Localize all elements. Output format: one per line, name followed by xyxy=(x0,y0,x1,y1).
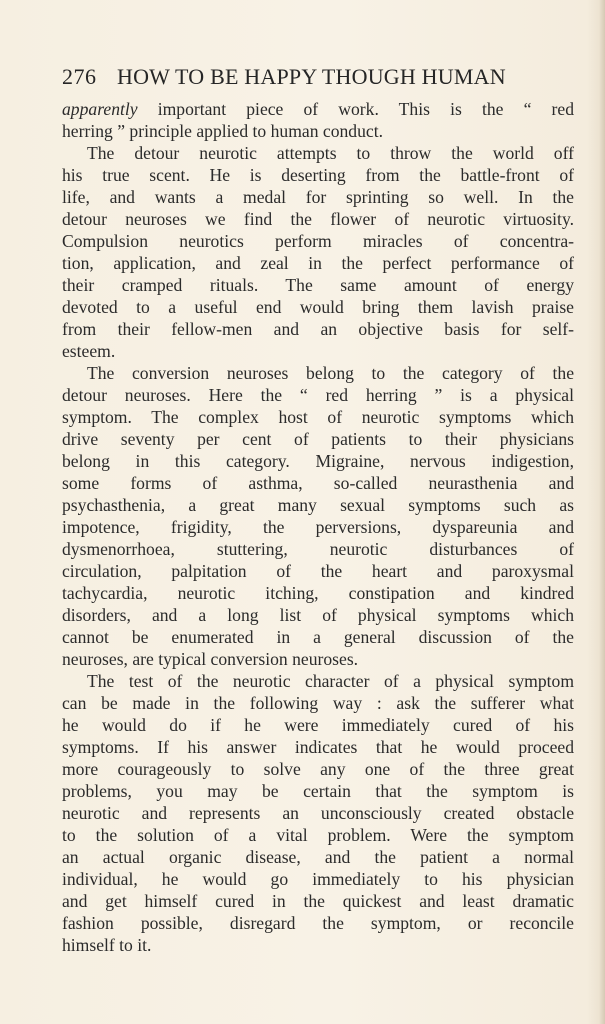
text-line: The conversion neuroses belong to the category of the xyxy=(87,363,574,383)
text-line: cannot be enumerated in a general discussion of the xyxy=(62,627,574,647)
text-line: disorders, and a long list of physical symptoms which xyxy=(62,605,574,625)
text-line: drive seventy per cent of patients to their physicians xyxy=(62,429,574,449)
paragraph xyxy=(62,98,574,142)
text-line: detour neuroses we find the flower of neurotic virtuosity. xyxy=(62,209,574,229)
text-line: herring ” principle applied to human conduct. xyxy=(62,121,383,141)
text-line: neurotic and represents an unconsciously created obstacle xyxy=(62,803,574,823)
text-line: some forms of asthma, so-called neurasthenia and xyxy=(62,473,574,493)
page-edge-shadow xyxy=(599,0,605,1024)
text-line: tion, application, and zeal in the perfect performance of xyxy=(62,253,574,273)
text-line: he would do if he were immediately cured of his xyxy=(62,715,574,735)
text-line: problems, you may be certain that the symptom is xyxy=(62,781,574,801)
text-line: individual, he would go immediately to his physician xyxy=(62,869,574,889)
line-text: important piece of work. This is the “ red xyxy=(137,99,574,119)
text-line: belong in this category. Migraine, nervous indigestion, xyxy=(62,451,574,471)
text-line: more courageously to solve any one of the three great xyxy=(62,759,574,779)
text-line: from their fellow-men and an objective basis for self- xyxy=(62,319,574,339)
text-line: The test of the neurotic character of a physical symptom xyxy=(87,671,574,691)
text-line: himself to it. xyxy=(62,935,152,955)
italic-word: apparently xyxy=(62,99,138,119)
text-line: and get himself cured in the quickest and least dramatic xyxy=(62,891,574,911)
text-line: devoted to a useful end would bring them lavish praise xyxy=(62,297,574,317)
body-text xyxy=(62,98,574,956)
text-line: neuroses, are typical conversion neuroses. xyxy=(62,649,359,669)
paragraph xyxy=(62,670,574,956)
text-line: his true scent. He is deserting from the battle-front of xyxy=(62,165,574,185)
text-line: dysmenorrhoea, stuttering, neurotic disturbances of xyxy=(62,539,574,559)
text-line: psychasthenia, a great many sexual symptoms such as xyxy=(62,495,574,515)
text-line xyxy=(62,98,574,120)
running-head: HOW TO BE HAPPY THOUGH HUMAN xyxy=(117,64,506,89)
text-line: symptoms. If his answer indicates that he would proceed xyxy=(62,737,574,757)
paragraph xyxy=(62,362,574,670)
text-line: detour neuroses. Here the “ red herring ” is a physical xyxy=(62,385,574,405)
page-number: 276 xyxy=(62,64,97,89)
text-line: an actual organic disease, and the patient a normal xyxy=(62,847,574,867)
text-line: life, and wants a medal for sprinting so well. In the xyxy=(62,187,574,207)
text-line: fashion possible, disregard the symptom, or reconcile xyxy=(62,913,574,933)
text-line: tachycardia, neurotic itching, constipation and kindred xyxy=(62,583,574,603)
text-line: The detour neurotic attempts to throw the world off xyxy=(87,143,574,163)
text-line: circulation, palpitation of the heart and paroxysmal xyxy=(62,561,574,581)
text-line: their cramped rituals. The same amount of energy xyxy=(62,275,574,295)
text-line: esteem. xyxy=(62,341,116,361)
text-line: Compulsion neurotics perform miracles of concentra- xyxy=(62,231,574,251)
paragraph xyxy=(62,142,574,362)
text-line: to the solution of a vital problem. Were the symptom xyxy=(62,825,574,845)
text-line: can be made in the following way : ask the sufferer what xyxy=(62,693,574,713)
page-header xyxy=(62,62,578,92)
text-line: impotence, frigidity, the perversions, dyspareunia and xyxy=(62,517,574,537)
text-line: symptom. The complex host of neurotic symptoms which xyxy=(62,407,574,427)
